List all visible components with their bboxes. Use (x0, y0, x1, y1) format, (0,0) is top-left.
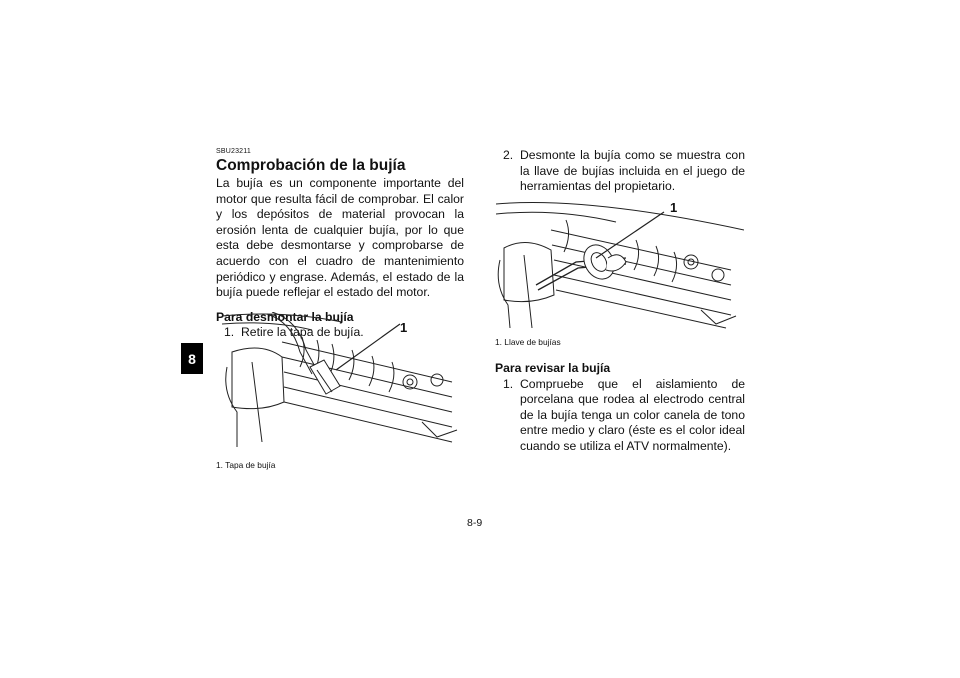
remove-step-2 (495, 148, 745, 195)
figure2-caption: 1. Llave de bujías (495, 337, 561, 347)
figure1-caption: 1. Tapa de bujía (216, 460, 276, 470)
chapter-tab: 8 (181, 343, 203, 374)
right-column (495, 148, 745, 195)
figure2-callout: 1 (670, 200, 678, 215)
step-number: 2. (503, 148, 514, 162)
check-heading: Para revisar la bujía (495, 361, 611, 375)
spark-plug-cap-illustration (222, 312, 464, 452)
check-step-1 (495, 377, 745, 455)
step-text: Retire la tapa de bujía. (241, 325, 364, 340)
check-section (495, 361, 745, 455)
step-text: Desmonte la bujía como se muestra con la llave de bujías incluida en el juego de herramientas del propietario. (520, 148, 745, 194)
step-number: 1. (224, 325, 235, 340)
figure1-callout: 1 (400, 320, 408, 335)
section-code: SBU23211 (216, 148, 251, 155)
remove-heading: Para desmontar la bujía (216, 309, 354, 324)
spark-plug-wrench-illustration (496, 200, 744, 330)
step-text: Compruebe que el aislamiento de porcelana que rodea al electrodo central de la bujía tenga un color canela de tono entre medio y claro (éste es el color ideal cuando se utiliza el ATV normalmente). (520, 376, 745, 453)
page-number: 8-9 (467, 517, 483, 529)
page-title: Comprobación de la bujía (216, 157, 406, 174)
intro-paragraph: La bujía es un componente importante del motor que resulta fácil de comprobar. El calor y los depósitos de material provocan la erosión lenta de cualquier bujía, por lo que esta debe desmontarse y comprobarse de acuerdo con el cuadro de mantenimiento periódico y engrase. Además, el estado de la bujía puede reflejar el estado del motor. (216, 176, 464, 300)
step-number: 1. (503, 376, 514, 391)
